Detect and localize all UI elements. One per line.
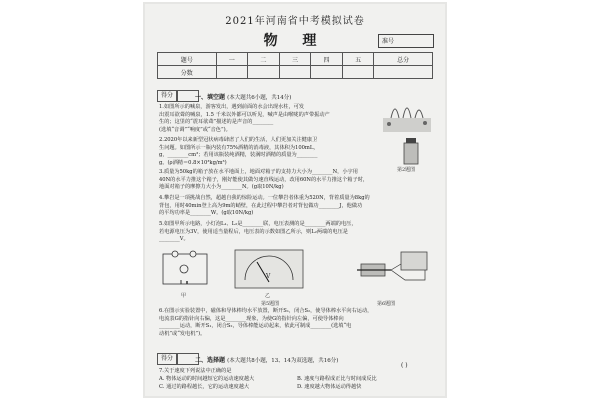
option-a: A. 物体运动的时间越短它的运动速度越大 (159, 376, 255, 382)
text-line: ________运动，断开S₁，闭合S₂，导体棒能运动起来，依此可制成________(选填“电 (159, 323, 352, 330)
text-line: 1.如图所示的喊泉，游客发出，遇到前面的水会出现水柱，可发 (159, 104, 305, 110)
score-cell: 五 (342, 53, 374, 66)
text-line: 40N的水平力推这个箱子，刚好能使其做匀速直线运动，改用60N的水平力推这个箱子时， (159, 176, 369, 183)
text-line: g，________cm³；若用该瓶装纯酒精，装满时酒精的质量为________ (159, 152, 318, 159)
water-column (391, 108, 423, 118)
question-7-stem: 7.关于速度下列说法中正确的是 (159, 368, 232, 374)
text-line: 5.如图甲所示电路，小灯泡L₁、L₂是________联，电压表测的是________两端的电压， (159, 221, 357, 227)
text-line: 6.在图示实验装置中，磁体和导体棒均水平放置，断开S₁，闭合S₂，使导体棒水平向右运动， (159, 308, 373, 314)
figure-label-jia: 甲 (181, 293, 187, 299)
text-line: 动机”或“发电机”)。 (159, 330, 206, 337)
score-cell (279, 66, 311, 79)
figure-5-caption: 第5题图 (261, 301, 280, 307)
score-table-header-row (158, 53, 433, 66)
section2-score-box (157, 353, 199, 365)
exam-number-box: 准号 (378, 34, 434, 48)
subject-title: 物 理 (263, 33, 327, 49)
text-line: 生问题。如图所示一瓶内装有75%酒精的消毒液，其体积为100mL， (159, 144, 319, 151)
circuit-diagram-jia (159, 248, 211, 292)
score-cell (248, 66, 280, 79)
meter-unit-label: V (266, 273, 271, 280)
section2-heading (195, 355, 338, 364)
sanitizer-bottle-figure (399, 136, 423, 166)
figure-2-caption: 第2题图 (397, 167, 416, 173)
exam-title: 2021年河南省中考模拟试卷 (225, 16, 365, 27)
bottle-body (404, 143, 418, 164)
galvanometer-icon (401, 252, 427, 270)
text-line: 2.2020年以来新型冠状病毒肆虐了人们的生活，人们更加关注健康卫 (159, 137, 318, 143)
section2-title: 二、选择题 (195, 357, 226, 364)
score-cell (216, 66, 248, 79)
text-line: 地面对箱子的摩擦力大小为________N。(g取10N/kg) (159, 184, 284, 191)
score-cell: 分数 (158, 66, 217, 79)
section1-note: (本大题共6小题，共14分) (227, 95, 292, 101)
option-d: D. 速度越大物体运动得越快 (297, 384, 362, 390)
text-line: 3.质量为50kg的箱子放在水平地面上，地面对箱子的支持力大小为________N，小宇用 (159, 169, 358, 175)
text-line: ________V。 (159, 236, 189, 243)
figure-6-caption: 第6题图 (377, 301, 396, 307)
section1-heading (195, 92, 291, 101)
section1-title: 一、填空题 (195, 94, 226, 101)
score-label: 得分 (157, 353, 177, 365)
voltmeter-icon (180, 265, 188, 273)
section2-note: (本大题共8小题，13、14为双选题，共16分) (227, 358, 339, 364)
score-cell (342, 66, 374, 79)
score-cell: 二 (248, 53, 280, 66)
score-table (157, 52, 433, 79)
score-cell: 一 (216, 53, 248, 66)
text-line: 的平均功率是________W。(g取10N/kg) (159, 210, 254, 217)
text-line: (选填“音调”“响度”或“音色”)。 (159, 126, 231, 133)
text-line: 4.攀岩是一项挑战自然，超越自我的惊险运动。一位攀岩者体重为520N，背着质量为8kg的 (159, 195, 370, 201)
score-label: 得分 (157, 90, 177, 102)
text-line: 若电源电压为3V，使用适当量程后，电压表的示数如图乙所示，则L₂两端的电压是 (159, 228, 348, 235)
text-line: 出震耳欲聋的喊泉，1.5 千米以外都可以听见，喊声是由喉咙的声带振动产 (159, 111, 330, 118)
fountain-figure (381, 98, 433, 134)
text-line: g。(ρ酒精＝0.8×10³kg/m³) (159, 159, 227, 166)
score-cell: 总分 (374, 53, 433, 66)
person-icon (387, 122, 391, 126)
question-6 (159, 308, 372, 338)
score-cell (374, 66, 433, 79)
option-b: B. 速度与路程成正比与时间成反比 (297, 376, 377, 382)
score-cell (311, 66, 343, 79)
option-c: C. 通过的路程越长，它的运动速度越大 (159, 384, 250, 390)
text-line: 电流表G的指针向右偏，这是________现象，为使G的指针向左偏，可使导体棒向 (159, 315, 344, 322)
text-line: 背包，用时40min登上高为9m的峭壁，在此过程中攀岩者对背包做功________J，他做功 (159, 202, 363, 209)
question-7-options-row1 (159, 376, 435, 384)
voltmeter-dial-yi (233, 248, 305, 292)
score-cell: 题号 (158, 53, 217, 66)
bulb-icon (190, 251, 196, 257)
question-5 (159, 221, 357, 244)
induction-apparatus-figure (355, 244, 433, 292)
bulb-icon (172, 251, 178, 257)
exam-paper (145, 4, 445, 396)
question-4 (159, 195, 370, 218)
answer-parenthesis: ( ) (401, 362, 408, 369)
text-line: 生的；这里的“震耳欲聋”描述的是声音的________ (159, 119, 274, 126)
question-1 (159, 104, 379, 134)
question-3 (159, 169, 368, 192)
question-2 (159, 137, 389, 167)
person-icon (423, 121, 427, 125)
section1-score-box (157, 90, 199, 102)
question-7-options-row2 (159, 384, 435, 392)
bottle-cap (406, 138, 416, 143)
score-table-score-row (158, 66, 433, 79)
score-cell: 三 (279, 53, 311, 66)
score-cell: 四 (311, 53, 343, 66)
figure-label-yi: 乙 (265, 293, 271, 299)
